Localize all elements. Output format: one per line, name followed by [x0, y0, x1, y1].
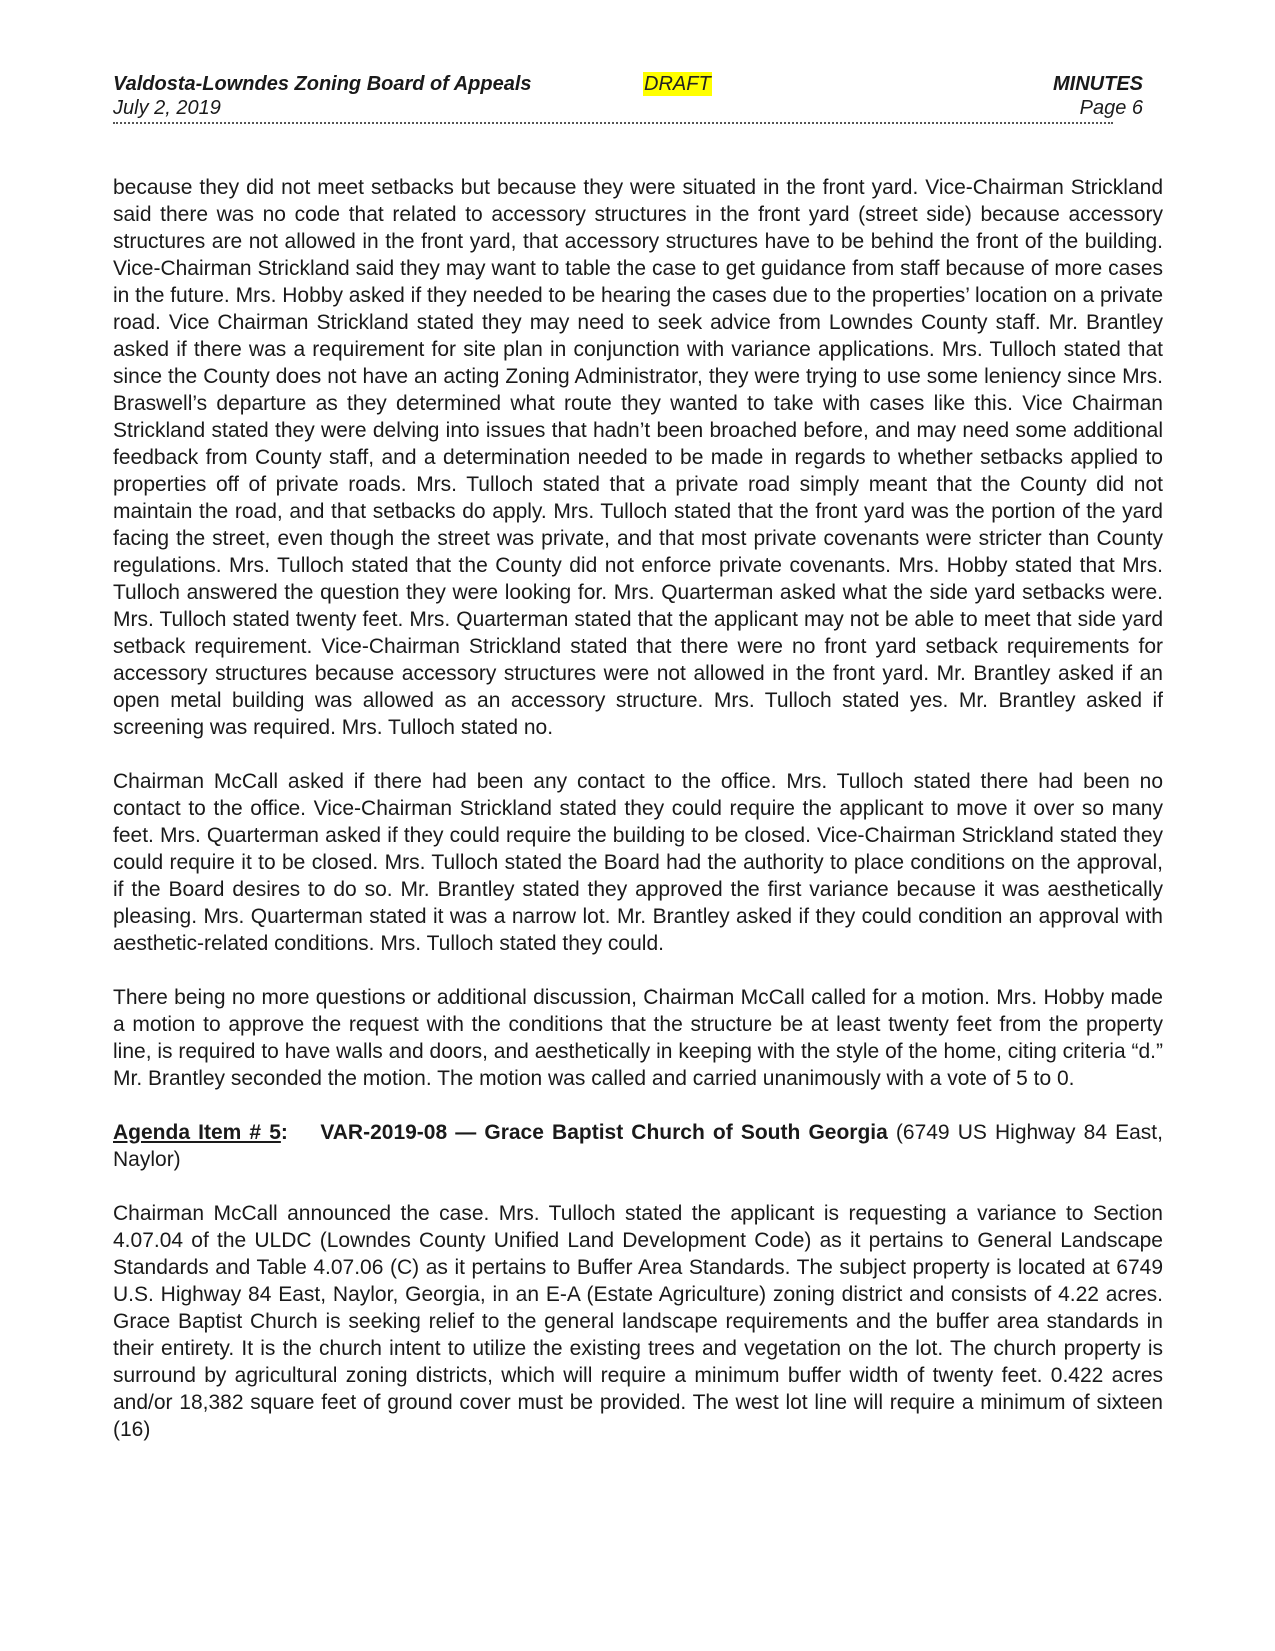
paragraph-case-announcement: Chairman McCall announced the case. Mrs. Tulloch stated the applicant is requesting a variance to Section 4.07.04 of the ULDC (Lowndes County Unified Land Development Code) as it pertains to General Landscape Standards and Table 4.07.06 (C) as it pertains to Buffer Area Standards. The subject property is located at 6749 U.S. Highway 84 East, Naylor, Georgia, in an E-A (Estate Agriculture) zoning district and consists of 4.22 acres. Grace Baptist Church is seeking relief to the general landscape requirements and the buffer area standards in their entirety. It is the church intent to utilize the existing trees and vegetation on the lot. The church property is surround by agricultural zoning districts, which will require a minimum buffer width of twenty feet. 0.422 acres and/or 18,382 square feet of ground cover must be provided. The west lot line will require a minimum of sixteen (16)	[113, 1202, 1163, 1441]
agenda-item-label: Agenda Item # 5	[113, 1121, 281, 1144]
paragraph-discussion: because they did not meet setbacks but because they were situated in the front yard. Vice-Chairman Strickland said there was no code that related to accessory structures in the front yard (street side) because accessory structures are not allowed in the front yard, that accessory structures have to be behind the front of the building. Vice-Chairman Strickland said they may want to table the case to get guidance from staff because of more cases in the future. Mrs. Hobby asked if they needed to be hearing the cases due to the properties’ location on a private road. Vice Chairman Strickland stated they may need to seek advice from Lowndes County staff. Mr. Brantley asked if there was a requirement for site plan in conjunction with variance applications. Mrs. Tulloch stated that since the County does not have an acting Zoning Administrator, they were trying to use some leniency since Mrs. Braswell’s departure as they determined what route they wanted to take with cases like this. Vice Chairman Strickland stated they were delving into issues that hadn’t been broached before, and may need some additional feedback from County staff, and a determination needed to be made in regards to whether setbacks applied to properties off of private roads. Mrs. Tulloch stated that a private road simply meant that the County did not maintain the road, and that setbacks do apply. Mrs. Tulloch stated that the front yard was the portion of the yard facing the street, even though the street was private, and that most private covenants were stricter than County regulations. Mrs. Tulloch stated that the County did not enforce private covenants. Mrs. Hobby stated that Mrs. Tulloch answered the question they were looking for. Mrs. Quarterman asked what the side yard setbacks were. Mrs. Tulloch stated twenty feet. Mrs. Quarterman stated that the applicant may not be able to meet that side yard setback requirement. Vice-Chairman Strickland stated that there were no front yard setback requirements for accessory structures because accessory structures were not allowed in the front yard. Mr. Brantley asked if an open metal building was allowed as an accessory structure. Mrs. Tulloch stated yes. Mr. Brantley asked if screening was required. Mrs. Tulloch stated no.	[113, 176, 1163, 739]
agenda-item-case: VAR-2019-08 — Grace Baptist Church of South Georgia	[320, 1121, 888, 1144]
agenda-item-separator: :	[280, 1121, 288, 1144]
draft-label: DRAFT	[644, 73, 711, 95]
paragraph-contact: Chairman McCall asked if there had been any contact to the office. Mrs. Tulloch stated there had been no contact to the office. Vice-Chairman Strickland stated they could require the applicant to move it over so many feet. Mrs. Quarterman asked if they could require the building to be closed. Vice-Chairman Strickland stated they could require it to be closed. Mrs. Tulloch stated the Board had the authority to place conditions on the approval, if the Board desires to do so. Mr. Brantley stated they approved the first variance because it was aesthetically pleasing. Mrs. Quarterman stated it was a narrow lot. Mr. Brantley asked if they could condition an approval with aesthetic-related conditions. Mrs. Tulloch stated they could.	[113, 770, 1163, 955]
minutes-body	[113, 174, 1163, 1470]
agenda-item-address: (6749 US Highway 84 East, Naylor)	[113, 1121, 1163, 1171]
page-header	[113, 72, 1143, 152]
agenda-item-heading	[113, 1119, 1163, 1173]
minutes-label: MINUTES	[1053, 73, 1143, 95]
page-number: Page 6	[1079, 97, 1143, 119]
header-dotted-rule	[113, 122, 1113, 124]
organization-name: Valdosta-Lowndes Zoning Board of Appeals	[113, 73, 532, 95]
meeting-date: July 2, 2019	[113, 97, 221, 119]
paragraph-motion: There being no more questions or additional discussion, Chairman McCall called for a motion. Mrs. Hobby made a motion to approve the request with the conditions that the structure be at least twenty feet from the property line, is required to have walls and doors, and aesthetically in keeping with the style of the home, citing criteria “d.” Mr. Brantley seconded the motion. The motion was called and carried unanimously with a vote of 5 to 0.	[113, 986, 1163, 1090]
